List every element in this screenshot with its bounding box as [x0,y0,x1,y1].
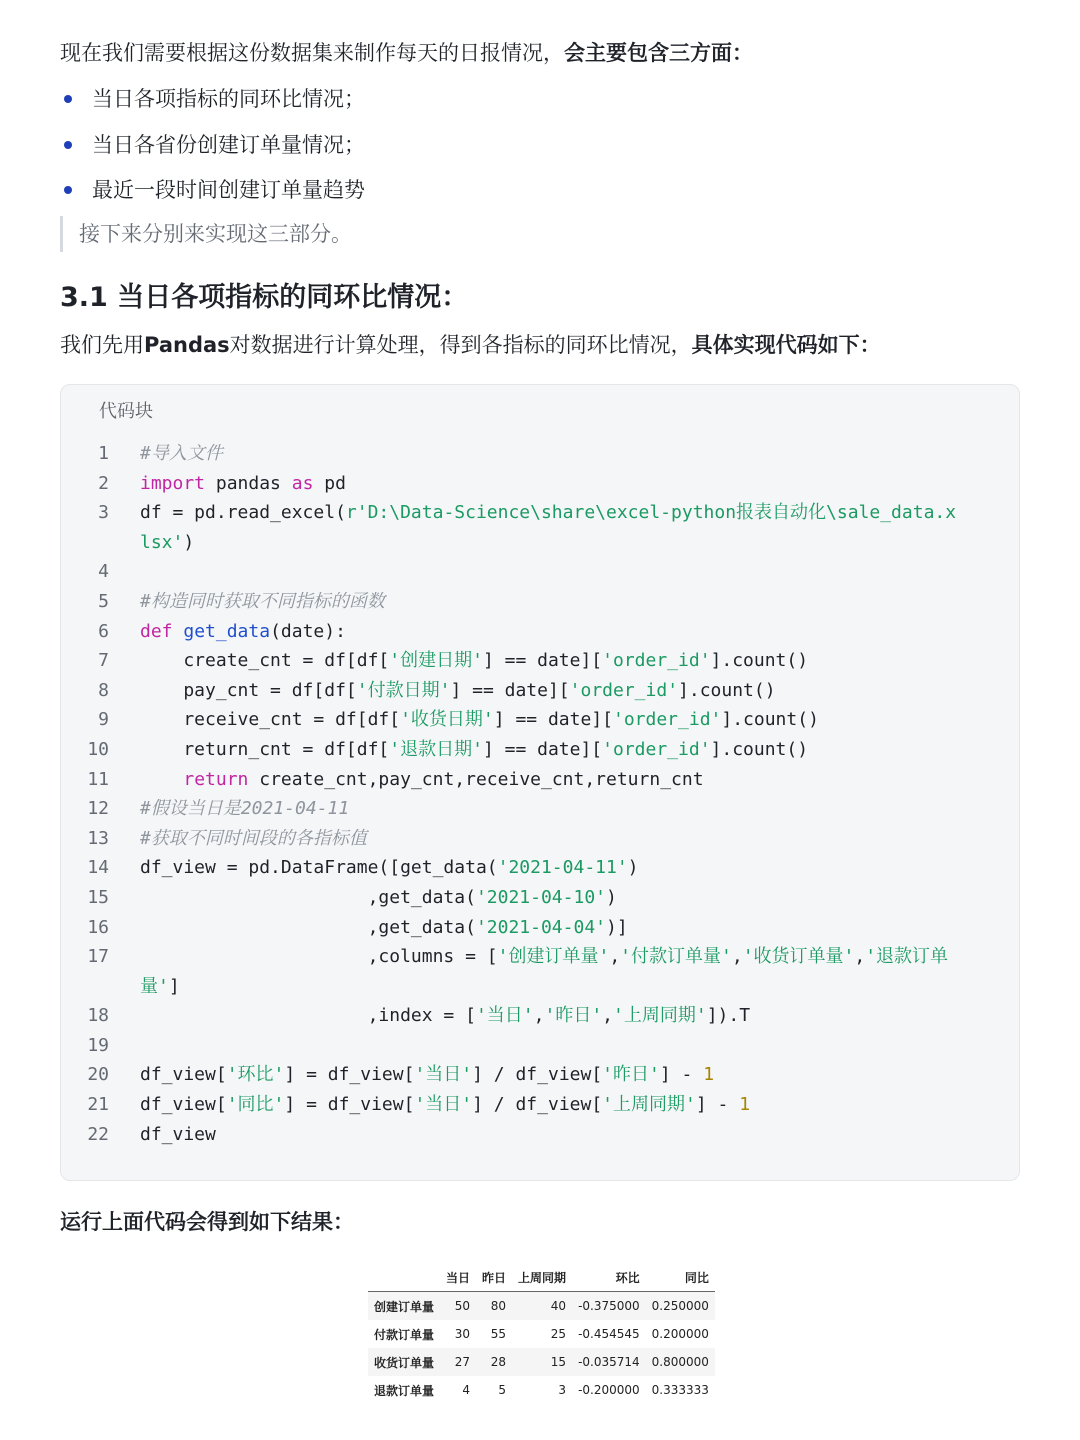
list-item-text: 当日各省份创建订单量情况； [92,132,365,157]
code-block-title: 代码块 [99,401,153,422]
description-paragraph [60,327,881,363]
code-line: 17 ,columns = ['创建订单量','付款订单量','收货订单量','退款订单量'] [61,942,1001,1001]
table-cell: -0.375000 [572,1292,646,1321]
table-header-row [368,1264,715,1292]
table-cell: 3 [558,1383,567,1397]
column-header: 昨日 [476,1264,512,1292]
bullet-list [60,82,365,219]
table-cell: 0.250000 [646,1292,715,1321]
code-line: 21 df_view['同比'] = df_view['当日'] / df_view['上周同期'] - 1 [61,1090,1001,1120]
code-line: 16 ,get_data('2021-04-04')] [61,913,1001,943]
list-item-text: 当日各项指标的同环比情况； [92,87,365,111]
list-item [60,173,365,219]
code-line: 9 receive_cnt = df[df['收货日期'] == date]['order_id'].count() [61,705,1001,735]
table-corner [368,1264,440,1292]
section-heading: 3.1 当日各项指标的同环比情况： [60,282,469,313]
column-header: 上周同期 [512,1264,572,1292]
intro-paragraph [60,36,753,70]
line-number: 22 [87,1123,109,1145]
table-cell: 30 [454,1327,471,1341]
code-line: 2 import pandas as pd [61,469,1001,499]
line-number: 13 [87,827,109,849]
column-header: 环比 [572,1264,646,1292]
table-cell: 50 [440,1292,476,1321]
list-item [60,82,365,128]
description-text: 对数据进行计算处理，得到各指标的同环比情况， [229,333,692,357]
code-line: 13 #获取不同时间段的各指标值 [61,824,1001,854]
table-cell: 27 [440,1348,476,1376]
code-block[interactable] [60,384,1020,1181]
code-line: 3 df = pd.read_excel(r'D:\Data-Science\share\excel-python报表自动化\sale_data.xlsx') [61,498,1001,557]
result-label: 运行上面代码会得到如下结果： [60,1210,354,1234]
line-number: 7 [98,650,109,672]
table-cell: 25 [550,1327,567,1341]
line-number: 12 [87,798,109,820]
code-line: 1 #导入文件 [61,439,1001,469]
row-index: 创建订单量 [368,1292,440,1321]
table-cell: 80 [476,1292,512,1321]
result-table [368,1264,715,1404]
line-number: 10 [87,738,109,760]
code-line: 12 #假设当日是2021-04-11 [61,794,1001,824]
bullet-dot-icon [64,141,72,149]
row-index: 收货订单量 [368,1348,440,1376]
table-cell: -0.035714 [572,1348,646,1376]
line-number: 8 [98,679,109,701]
table-cell: 4 [462,1383,471,1397]
table-cell: -0.454545 [578,1327,640,1341]
line-number: 4 [98,561,109,583]
table-cell: 0.200000 [651,1327,709,1341]
line-number: 14 [87,857,109,879]
intro-bold: 会主要包含三方面： [564,41,753,65]
table-cell: 15 [512,1348,572,1376]
line-number: 17 [87,946,109,968]
row-index: 付款订单量 [374,1327,435,1342]
line-number: 18 [87,1005,109,1027]
list-item-text: 最近一段时间创建订单量趋势 [92,178,365,202]
code-line: 7 create_cnt = df[df['创建日期'] == date]['order_id'].count() [61,646,1001,676]
table-cell: 5 [498,1383,507,1397]
table-row [368,1348,715,1376]
line-number: 19 [87,1034,109,1056]
code-line [61,1031,1001,1061]
bullet-dot-icon [64,186,72,194]
table-cell: 40 [512,1292,572,1321]
code-line: 5 #构造同时获取不同指标的函数 [61,587,1001,617]
line-number: 9 [98,709,109,731]
code-line: 8 pay_cnt = df[df['付款日期'] == date]['order_id'].count() [61,676,1001,706]
table-row [368,1320,715,1348]
code-line: 14 df_view = pd.DataFrame([get_data('2021-04-11') [61,853,1001,883]
code-line: 20 df_view['环比'] = df_view['当日'] / df_view['昨日'] - 1 [61,1060,1001,1090]
line-number: 15 [87,886,109,908]
list-item [60,128,365,174]
line-number: 1 [98,443,109,464]
bullet-dot-icon [64,95,72,103]
line-number: 5 [98,590,109,612]
description-bold-pandas: Pandas [144,333,230,357]
table-cell: 0.333333 [651,1383,709,1397]
table-cell: 55 [490,1327,507,1341]
description-text: 我们先用 [60,333,144,357]
code-line: 11 return create_cnt,pay_cnt,receive_cnt,return_cnt [61,765,1001,795]
line-number: 16 [87,916,109,938]
code-content[interactable] [61,439,1001,1149]
table-row [368,1292,715,1321]
line-number: 3 [98,502,109,524]
row-index: 退款订单量 [374,1383,435,1398]
code-line: 18 ,index = ['当日','昨日','上周同期']).T [61,1001,1001,1031]
line-number: 2 [98,472,109,494]
line-number: 21 [87,1094,109,1116]
line-number: 6 [98,620,109,642]
code-line: 15 ,get_data('2021-04-10') [61,883,1001,913]
table-cell: 0.800000 [646,1348,715,1376]
code-line: 6 def get_data(date): [61,617,1001,647]
column-header: 同比 [646,1264,715,1292]
description-bold: 具体实现代码如下： [691,333,881,357]
line-number: 20 [87,1064,109,1086]
table-row [368,1376,715,1404]
code-line: 10 return_cnt = df[df['退款日期'] == date]['order_id'].count() [61,735,1001,765]
table-cell: 28 [476,1348,512,1376]
code-line [61,557,1001,587]
line-number: 11 [87,768,109,790]
intro-text: 现在我们需要根据这份数据集来制作每天的日报情况， [60,41,564,65]
code-line: 22 df_view [61,1120,1001,1150]
column-header: 当日 [440,1264,476,1292]
table-cell: -0.200000 [578,1383,640,1397]
blockquote: 接下来分别来实现这三部分。 [60,216,352,252]
